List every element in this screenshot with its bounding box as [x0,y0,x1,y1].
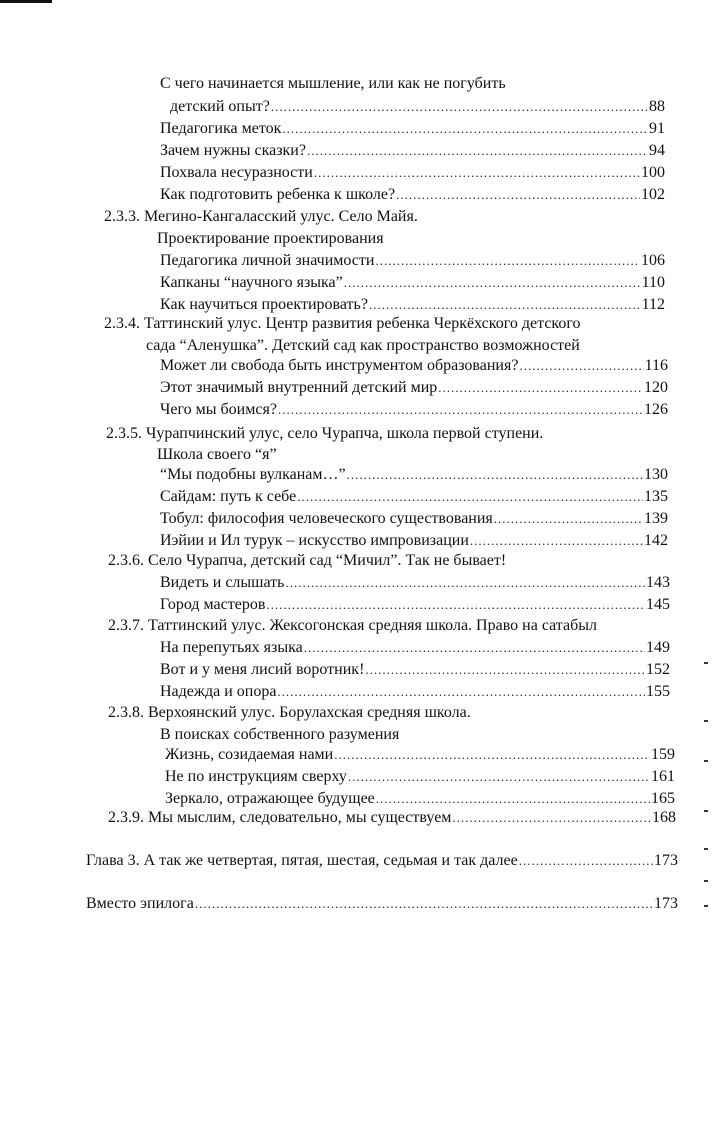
scan-edge-mark [704,880,708,882]
toc-entry-text: Похвала несуразности [160,164,313,181]
dot-leader [285,572,645,594]
dot-leader [307,140,648,162]
dot-leader [519,850,653,872]
toc-page-number: 102 [641,186,665,203]
toc-section-subheading: сада “Аленушка”. Детский сад как пространство возможностей [146,337,580,354]
toc-chapter-entry [86,850,678,872]
toc-section-subheading: В поисках собственного разумения [160,726,400,743]
toc-entry-text: Чего мы боимся? [160,401,277,418]
toc-page-number: 173 [654,895,678,912]
toc-page-number: 120 [644,379,668,396]
dot-leader [195,893,653,915]
dot-leader [396,184,640,206]
dot-leader [470,530,643,552]
scan-edge-mark [704,720,708,722]
toc-page-number: 106 [641,252,665,269]
toc-entry-text: Вместо эпилога [86,895,194,912]
toc-entry [108,807,676,829]
toc-entry [165,766,675,788]
dot-leader [519,355,643,377]
toc-entry-text: Может ли свобода быть инструментом образования? [160,357,519,374]
toc-entry [160,681,670,703]
toc-section-heading: 2.3.7. Таттинский улус. Жексогонская средняя школа. Право на сатабыл [108,617,597,634]
toc-entry-text: 2.3.9. Мы мыслим, следовательно, мы существуем [108,809,452,826]
toc-entry [160,530,668,552]
toc-page-number: 143 [646,574,670,591]
toc-entry [160,572,670,594]
toc-section-heading: 2.3.8. Верхоянский улус. Борулахская средняя школа. [108,704,471,721]
toc-entry [165,744,675,766]
toc-page-number: 139 [644,510,668,527]
dot-leader [438,377,643,399]
toc-entry [160,140,665,162]
toc-page-number: 88 [649,98,665,115]
toc-entry-text: “Мы подобны вулканам…” [160,466,346,483]
toc-entry-text: Педагогика личной значимости [160,252,375,269]
toc-section-heading: 2.3.5. Чурапчинский улус, село Чурапча, школа первой ступени. [106,425,544,442]
toc-entry [160,486,668,508]
toc-entry-text: Город мастеров [160,596,266,613]
toc-page-number: 116 [644,357,668,374]
toc-page-number: 94 [649,142,665,159]
toc-entry [160,659,670,681]
dot-leader [334,744,650,766]
dot-leader [277,681,645,703]
toc-section-subheading: Проектирование проектирования [157,230,384,247]
toc-entry-text: детский опыт? [170,98,270,115]
toc-entry-text: Тобул: философия человеческого существования [160,510,493,527]
toc-entry-text: Как научиться проектировать? [160,296,368,313]
toc-page-number: 112 [641,296,665,313]
toc-entry [160,272,665,294]
toc-chapter-entry [86,893,678,915]
toc-page-number: 142 [644,532,668,549]
toc-entry [160,464,668,486]
toc-entry-text: Иэйии и Ил турук – искусство импровизации [160,532,469,549]
toc-entry [160,162,665,184]
scan-edge-mark [704,848,708,850]
top-rule [0,0,52,3]
toc-entry [160,399,668,421]
toc-page-number: 152 [646,661,670,678]
toc-entry-text: Как подготовить ребенка к школе? [160,186,396,203]
toc-page-number: 110 [641,274,665,291]
toc-entry-text: Надежда и опора [160,683,277,700]
toc-entry [160,250,665,272]
toc-page-number: 130 [644,466,668,483]
toc-entry-text: Вот и у меня лисий воротник! [160,661,365,678]
dot-leader [282,118,648,140]
toc-entry [160,508,668,530]
toc-entry-text: Сайдам: путь к себе [160,488,297,505]
toc-entry [170,96,665,118]
toc-page-number: 149 [646,639,670,656]
dot-leader [266,594,645,616]
toc-page-number: 91 [649,120,665,137]
toc-entry [160,118,665,140]
dot-leader [375,250,640,272]
toc-page-number: 145 [646,596,670,613]
toc-page-number: 168 [652,809,676,826]
scan-edge-mark [704,662,708,664]
toc-section-heading: 2.3.6. Село Чурапча, детский сад “Мичил”. Так не бывает! [108,552,507,569]
toc-section-heading: 2.3.4. Таттинский улус. Центр развития ребенка Черкёхского детского [104,315,581,332]
toc-entry-text: Видеть и слышать [160,574,285,591]
dot-leader [271,96,648,118]
toc-entry-text: Не по инструкциям сверху [165,768,347,785]
toc-page-number: 173 [654,852,678,869]
toc-page-number: 100 [641,164,665,181]
toc-page-number: 126 [644,401,668,418]
dot-leader [348,766,650,788]
toc-page-number: 165 [651,790,675,807]
toc-entry [160,377,668,399]
toc-page-number: 161 [651,768,675,785]
toc-entry [160,184,665,206]
toc-page-number: 155 [646,683,670,700]
dot-leader [344,272,641,294]
dot-leader [347,464,643,486]
toc-entry-text: Глава 3. А так же четвертая, пятая, шестая, седьмая и так далее [86,852,518,869]
toc-entry [160,355,668,377]
scan-edge-mark [704,905,708,907]
dot-leader [278,399,643,421]
dot-leader [314,162,640,184]
dot-leader [494,508,643,530]
dot-leader [304,637,645,659]
dot-leader [452,807,651,829]
toc-entry [160,637,670,659]
toc-section-heading: 2.3.3. Мегино-Кангаласский улус. Село Майя. [104,208,418,225]
toc-entry-text: Этот значимый внутренний детский мир [160,379,438,396]
toc-entry-text: На перепутьях языка [160,639,303,656]
dot-leader [297,486,643,508]
dot-leader [365,659,645,681]
toc-page-number: 159 [651,746,675,763]
toc-entry-text: Жизнь, созидаемая нами [165,746,334,763]
toc-entry-text: Капканы “научного языка” [160,274,343,291]
toc-page-number: 135 [644,488,668,505]
toc-entry-text: С чего начинается мышление, или как не погубить [160,75,506,92]
toc-entry [160,594,670,616]
scan-edge-mark [704,760,708,762]
toc-entry-text: Зеркало, отражающее будущее [165,790,375,807]
toc-entry-text: Педагогика меток [160,120,282,137]
toc-section-subheading: Школа своего “я” [157,446,277,463]
toc-entry-text: Зачем нужны сказки? [160,142,306,159]
scan-edge-mark [704,810,708,812]
